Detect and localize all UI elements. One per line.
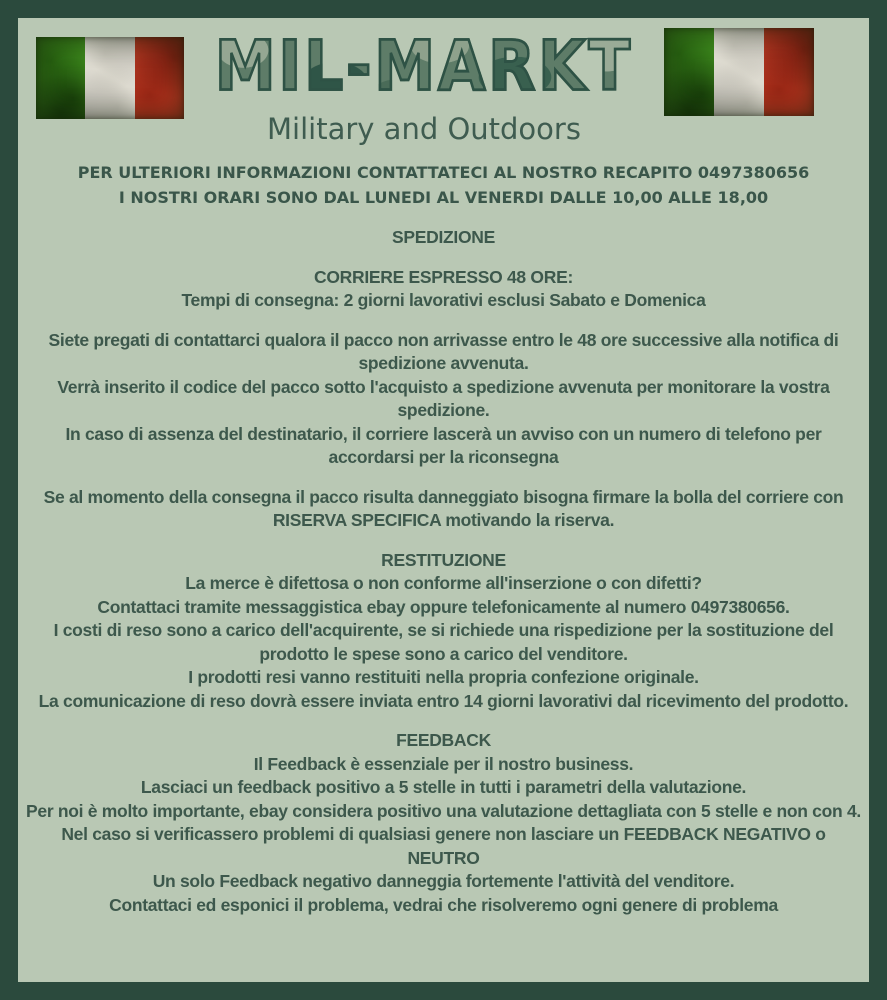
flag-red-stripe bbox=[764, 28, 814, 116]
shipping-paragraph-3: In caso di assenza del destinatario, il corriere lascerà un avviso con un numero di telefono per accordarsi per la riconsegna bbox=[65, 423, 822, 467]
flag-green-stripe bbox=[36, 37, 85, 119]
store-title: MIL-MARKT bbox=[214, 26, 634, 107]
feedback-paragraph-3: Per noi è molto importante, ebay considera positivo una valutazione dettagliata con 5 stelle e non con 4. bbox=[26, 800, 861, 821]
returns-paragraph-5: La comunicazione di reso dovrà essere inviata entro 14 giorni lavorativi dal ricevimento del prodotto. bbox=[38, 690, 849, 711]
spacer bbox=[18, 533, 869, 549]
shipping-paragraph-2: Verrà inserito il codice del pacco sotto l'acquisto a spedizione avvenuta per monitorare la vostra spedizione. bbox=[57, 376, 830, 420]
returns-paragraph-3: I costi di reso sono a carico dell'acquirente, se si richiede una rispedizione per la sostituzione del prodotto le spese sono a carico del venditore. bbox=[53, 620, 834, 664]
flag-green-stripe bbox=[664, 28, 714, 116]
flag-red-stripe bbox=[135, 37, 184, 119]
courier-heading: CORRIERE ESPRESSO 48 ORE: bbox=[314, 266, 573, 287]
shipping-paragraph-1: Siete pregati di contattarci qualora il pacco non arrivasse entro le 48 ore successive alla notifica di spedizione avvenuta. bbox=[48, 329, 839, 373]
content-panel bbox=[18, 18, 869, 982]
feedback-paragraph-6: Contattaci ed esponici il problema, vedrai che risolveremo ogni genere di problema bbox=[109, 894, 778, 915]
feedback-paragraph-1: Il Feedback è essenziale per il nostro business. bbox=[253, 753, 634, 774]
returns-paragraph-4: I prodotti resi vanno restituiti nella propria confezione originale. bbox=[188, 667, 699, 687]
flag-white-stripe bbox=[714, 28, 764, 116]
feedback-paragraph-4: Nel caso si verificassero problemi di qualsiasi genere non lasciare un FEEDBACK NEGATIVO o NEUTRO bbox=[61, 824, 826, 868]
section-heading-feedback: FEEDBACK bbox=[396, 730, 491, 750]
spacer bbox=[18, 313, 869, 329]
contact-phone-line: PER ULTERIORI INFORMAZIONI CONTATTATECI AL NOSTRO RECAPITO 0497380656 bbox=[77, 163, 810, 182]
returns-paragraph-1: La merce è difettosa o non conforme all'inserzione o con difetti? bbox=[185, 573, 702, 593]
spacer bbox=[18, 713, 869, 729]
flag-white-stripe bbox=[85, 37, 134, 119]
info-text bbox=[18, 160, 869, 917]
returns-paragraph-2: Contattaci tramite messaggistica ebay oppure telefonicamente al numero 0497380656. bbox=[97, 596, 790, 617]
spacer bbox=[18, 250, 869, 266]
store-header bbox=[18, 18, 869, 144]
feedback-paragraph-2: Lasciaci un feedback positivo a 5 stelle in tutti i parametri della valutazione. bbox=[140, 777, 747, 797]
feedback-paragraph-5: Un solo Feedback negativo danneggia fortemente l'attività del venditore. bbox=[152, 871, 735, 891]
title-block bbox=[184, 18, 664, 144]
store-subtitle: Military and Outdoors bbox=[267, 112, 581, 146]
opening-hours-line: I NOSTRI ORARI SONO DAL LUNEDI AL VENERDI DALLE 10,00 ALLE 18,00 bbox=[118, 188, 769, 207]
section-heading-spedizione: SPEDIZIONE bbox=[392, 227, 495, 247]
section-heading-restituzione: RESTITUZIONE bbox=[381, 549, 506, 570]
delivery-time-line: Tempi di consegna: 2 giorni lavorativi esclusi Sabato e Domenica bbox=[181, 290, 706, 310]
italian-flag-right-icon bbox=[664, 28, 814, 116]
italian-flag-left-icon bbox=[36, 37, 184, 119]
damaged-package-paragraph: Se al momento della consegna il pacco risulta danneggiato bisogna firmare la bolla del corriere con RISERVA SPECIFICA motivando la riserva. bbox=[43, 486, 844, 530]
spacer bbox=[18, 210, 869, 226]
spacer bbox=[18, 470, 869, 486]
